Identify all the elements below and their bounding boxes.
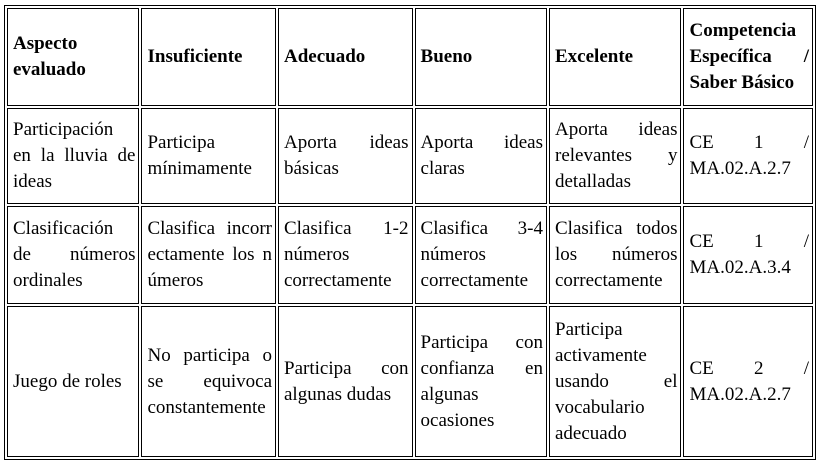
cell-insuficiente: No participa o se equivoca constantemente: [141, 306, 276, 457]
cell-excelente: Aporta ideas relevantes y detalladas: [549, 108, 681, 204]
header-competencia: Competencia Específica / Saber Básico: [683, 8, 813, 106]
cell-competencia: CE 1 / MA.02.A.3.4: [683, 206, 813, 304]
cell-competencia: CE 2 / MA.02.A.2.7: [683, 306, 813, 457]
cell-excelente: Clasifica todos los números correctamente: [549, 206, 681, 304]
cell-insuficiente: Clasifica incorrectamente los números: [141, 206, 276, 304]
header-insuficiente: Insuficiente: [141, 8, 276, 106]
header-row: [7, 8, 813, 106]
cell-adecuado: Aporta ideas básicas: [278, 108, 413, 204]
table-row: [7, 108, 813, 204]
cell-aspecto: Participación en la lluvia de ideas: [7, 108, 139, 204]
table-row: [7, 306, 813, 457]
header-excelente: Excelente: [549, 8, 681, 106]
cell-adecuado: Participa con algunas dudas: [278, 306, 413, 457]
header-aspecto: Aspecto evaluado: [7, 8, 139, 106]
cell-bueno: Aporta ideas claras: [415, 108, 547, 204]
header-adecuado: Adecuado: [278, 8, 413, 106]
cell-excelente: Participa activamente usando el vocabulario adecuado: [549, 306, 681, 457]
cell-competencia: CE 1 / MA.02.A.2.7: [683, 108, 813, 204]
cell-insuficiente: Participa mínimamente: [141, 108, 276, 204]
table-row: [7, 206, 813, 304]
cell-aspecto: Juego de roles: [7, 306, 139, 457]
rubric-table: [4, 5, 816, 460]
cell-aspecto: Clasificación de números ordinales: [7, 206, 139, 304]
cell-bueno: Participa con confianza en algunas ocasiones: [415, 306, 547, 457]
cell-bueno: Clasifica 3-4 números correctamente: [415, 206, 547, 304]
cell-adecuado: Clasifica 1-2 números correctamente: [278, 206, 413, 304]
header-bueno: Bueno: [415, 8, 547, 106]
